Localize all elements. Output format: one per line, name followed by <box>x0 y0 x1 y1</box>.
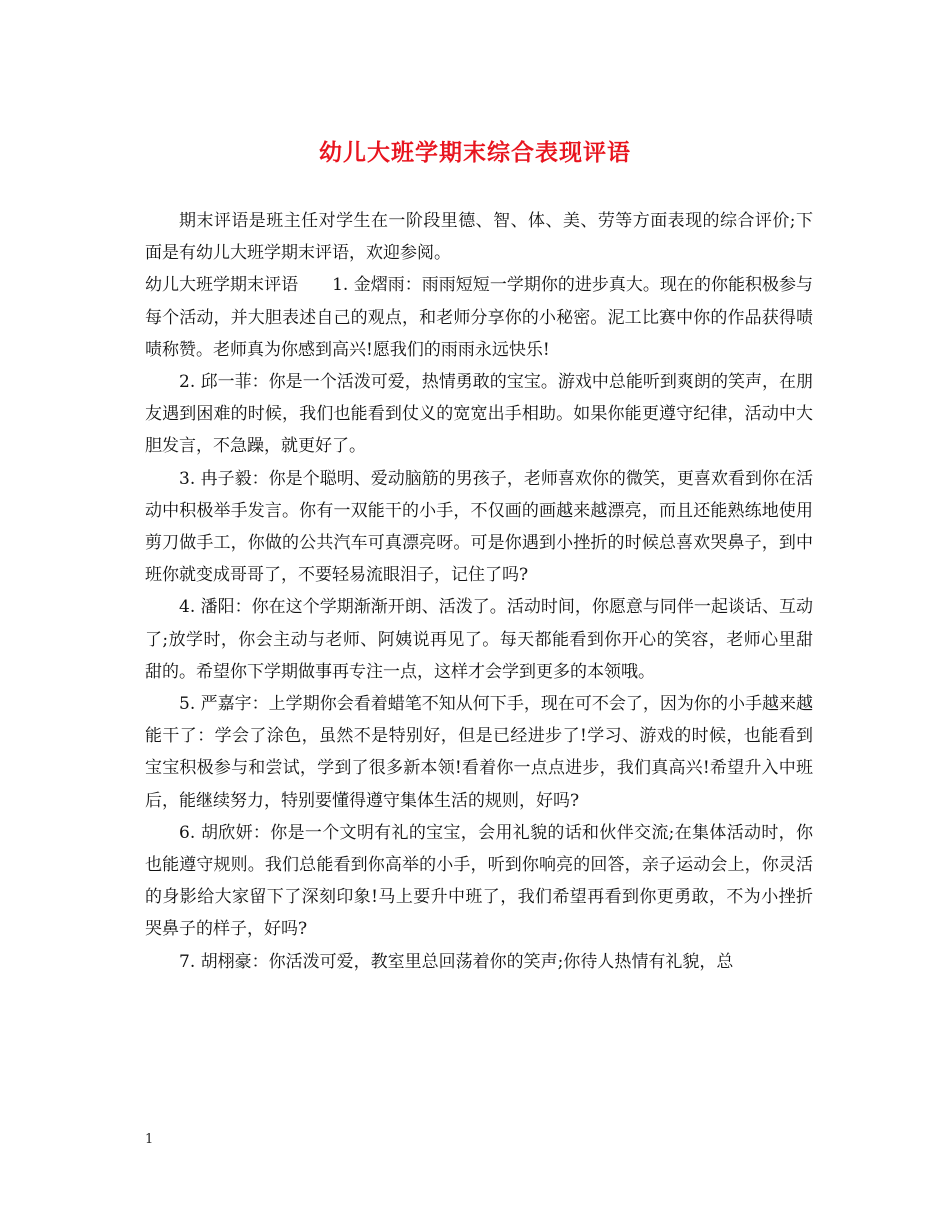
comment-paragraph-3: 3. 冉子毅：你是个聪明、爱动脑筋的男孩子，老师喜欢你的微笑，更喜欢看到你在活动中积极举手发言。你有一双能干的小手，不仅画的画越来越漂亮，而且还能熟练地使用剪刀做手工，你做的公共汽车可真漂亮呀。可是你遇到小挫折的时候总喜欢哭鼻子，到中班你就变成哥哥了，不要轻易流眼泪子，记住了吗? <box>145 468 813 586</box>
document-body <box>145 205 813 978</box>
comment-paragraph-5: 5. 严嘉宇：上学期你会看着蜡笔不知从何下手，现在可不会了，因为你的小手越来越能干了：学会了涂色，虽然不是特别好，但是已经进步了!学习、游戏的时候，也能看到宝宝积极参与和尝试，学到了很多新本领!看着你一点点进步，我们真高兴!希望升入中班后，能继续努力，特别要懂得遵守集体生活的规则，好吗? <box>145 694 813 811</box>
page-number: 1 <box>145 1132 154 1147</box>
comment-paragraph-4: 4. 潘阳：你在这个学期渐渐开朗、活泼了。活动时间，你愿意与同伴一起谈话、互动了;放学时，你会主动与老师、阿姨说再见了。每天都能看到你开心的笑容，老师心里甜甜的。希望你下学期做事再专注一点，这样才会学到更多的本领哦。 <box>145 597 813 682</box>
comment-paragraph-2: 2. 邱一菲：你是一个活泼可爱，热情勇敢的宝宝。游戏中总能听到爽朗的笑声，在朋友遇到困难的时候，我们也能看到仗义的宽宽出手相助。如果你能更遵守纪律，活动中大胆发言，不急躁，就更好了。 <box>145 372 813 457</box>
document-title: 幼儿大班学期末综合表现评语 <box>319 139 631 166</box>
comment-paragraph-6: 6. 胡欣妍：你是一个文明有礼的宝宝，会用礼貌的话和伙伴交流;在集体活动时，你也能遵守规则。我们总能看到你高举的小手，听到你响亮的回答，亲子运动会上，你灵活的身影给大家留下了深刻印象!马上要升中班了，我们希望再看到你更勇敢，不为小挫折哭鼻子的样子，好吗? <box>145 822 813 940</box>
comment-paragraph-1: 幼儿大班学期末评语 1. 金熠雨：雨雨短短一学期你的进步真大。现在的你能积极参与每个活动，并大胆表述自己的观点，和老师分享你的小秘密。泥工比赛中你的作品获得啧啧称赞。老师真为你感到高兴!愿我们的雨雨永远快乐! <box>145 275 813 360</box>
intro-paragraph: 期末评语是班主任对学生在一阶段里德、智、体、美、劳等方面表现的综合评价;下面是有幼儿大班学期末评语，欢迎参阅。 <box>145 211 813 264</box>
comment-paragraph-7: 7. 胡栩豪：你活泼可爱，教室里总回荡着你的笑声;你待人热情有礼貌，总 <box>179 951 734 972</box>
